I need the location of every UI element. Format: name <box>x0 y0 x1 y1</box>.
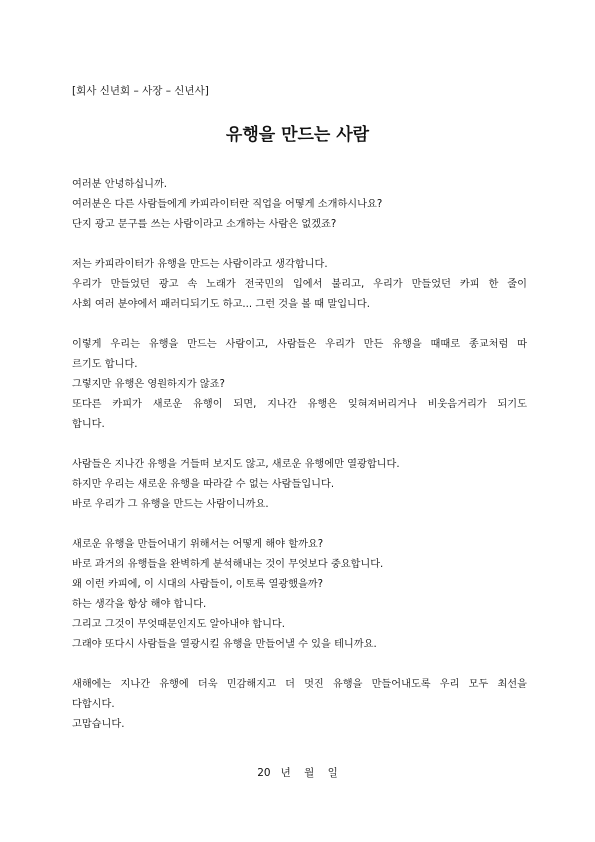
body-line: 사람들은 지나간 유행을 거들떠 보지도 않고, 새로운 유행에만 열광합니다. <box>72 459 400 470</box>
paragraph-closing <box>72 675 527 735</box>
body-line: 사회 여러 분야에서 패러디되기도 하고... 그런 것을 볼 때 말입니다. <box>72 299 370 310</box>
body-line: 저는 카피라이터가 유행을 만드는 사람이라고 생각합니다. <box>72 259 328 270</box>
body-line: 또다른 카피가 새로운 유행이 되면, 지나간 유행은 잊혀져버리거나 비웃음거리가 되기도 <box>72 399 527 410</box>
date-signature-line: 20 년 월 일 <box>257 767 338 779</box>
paragraph-trends <box>72 335 527 435</box>
body-line: 바로 과거의 유행들을 완벽하게 분석해내는 것이 무엇보다 중요합니다. <box>72 559 384 570</box>
body-line: 이렇게 우리는 유행을 만드는 사람이고, 사람들은 우리가 만든 유행을 때때로 종교처럼 따 <box>72 339 527 350</box>
body-line: 새로운 유행을 만들어내기 위해서는 어떻게 해야 할까요? <box>72 539 324 550</box>
body-line: 합니다. <box>72 419 105 430</box>
body-line: 하지만 우리는 새로운 유행을 따라갈 수 없는 사람들입니다. <box>72 479 335 490</box>
paragraph-new-trends <box>72 455 527 515</box>
document-category-tag: [회사 신년회 – 사장 – 신년사] <box>72 85 209 97</box>
body-line: 그렇지만 유행은 영원하지가 않죠? <box>72 379 225 390</box>
body-line: 단지 광고 문구를 쓰는 사람이라고 소개하는 사람은 없겠죠? <box>72 219 337 230</box>
body-line: 여러분은 다른 사람들에게 카피라이터란 직업을 어떻게 소개하시나요? <box>72 199 383 210</box>
document-body <box>72 175 527 735</box>
body-line: 바로 우리가 그 유행을 만드는 사람이니까요. <box>72 499 269 510</box>
body-line: 고맙습니다. <box>72 719 125 730</box>
paragraph-greeting <box>72 175 527 235</box>
paragraph-copywriter <box>72 255 527 315</box>
body-line: 하는 생각을 항상 해야 합니다. <box>72 599 207 610</box>
body-line: 그리고 그것이 무엇때문인지도 알아내야 합니다. <box>72 619 286 630</box>
body-line: 여러분 안녕하십니까. <box>72 179 168 190</box>
body-line: 왜 이런 카피에, 이 시대의 사람들이, 이토록 열광했을까? <box>72 579 324 590</box>
paragraph-analysis <box>72 535 527 655</box>
body-line: 우리가 만들었던 광고 속 노래가 전국민의 입에서 불리고, 우리가 만들었던 카피 한 줄이 <box>72 279 527 290</box>
document-title: 유행을 만드는 사람 <box>225 125 370 145</box>
body-line: 다합시다. <box>72 699 115 710</box>
body-line: 그래야 또다시 사람들을 열광시킬 유행을 만들어낼 수 있을 테니까요. <box>72 639 377 650</box>
body-line: 르기도 합니다. <box>72 359 138 370</box>
body-line: 새해에는 지나간 유행에 더욱 민감해지고 더 멋진 유행을 만들어내도록 우리 모두 최선을 <box>72 679 527 690</box>
